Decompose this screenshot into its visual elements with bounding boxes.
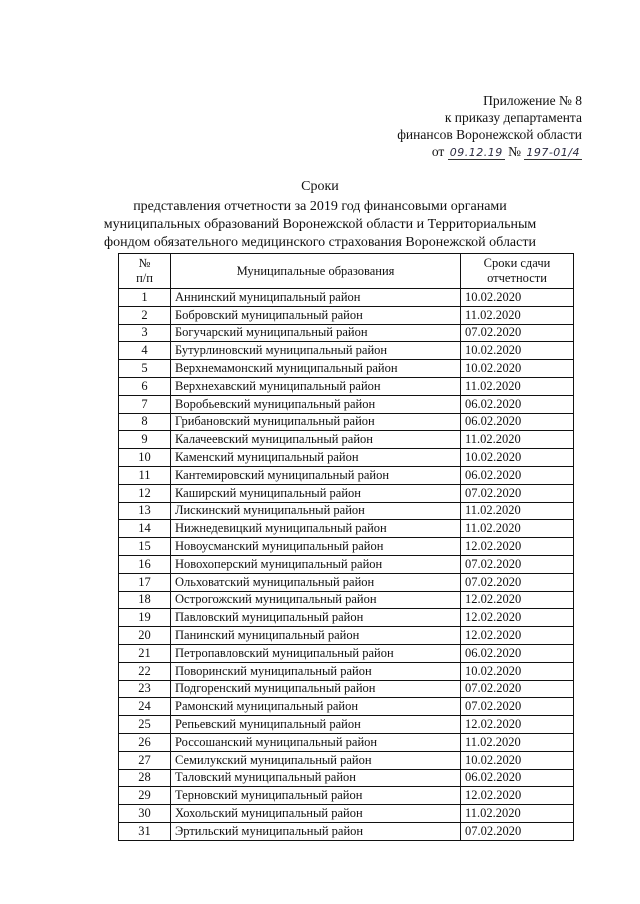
municipality-cell: Аннинский муниципальный район	[171, 289, 461, 307]
municipality-cell: Каширский муниципальный район	[171, 484, 461, 502]
title-line-2: муниципальных образований Воронежской области и Территориальным	[103, 217, 537, 232]
deadline-cell: 10.02.2020	[461, 289, 574, 307]
row-number-cell: 25	[119, 716, 171, 734]
municipality-cell: Калачеевский муниципальный район	[171, 431, 461, 449]
municipality-cell: Новоусманский муниципальный район	[171, 538, 461, 556]
deadline-cell: 06.02.2020	[461, 466, 574, 484]
deadline-cell: 07.02.2020	[461, 555, 574, 573]
table-row	[119, 324, 574, 342]
row-number-cell: 14	[119, 520, 171, 538]
deadline-cell: 06.02.2020	[461, 413, 574, 431]
municipality-cell: Россошанский муниципальный район	[171, 733, 461, 751]
row-number-cell: 10	[119, 449, 171, 467]
municipality-cell: Бобровский муниципальный район	[171, 306, 461, 324]
deadline-cell: 06.02.2020	[461, 769, 574, 787]
row-number-cell: 23	[119, 680, 171, 698]
deadline-cell: 07.02.2020	[461, 822, 574, 840]
deadlines-table	[118, 253, 574, 841]
handwritten-number: 197-01/4	[526, 146, 580, 159]
row-number-cell: 22	[119, 662, 171, 680]
municipality-cell: Грибановский муниципальный район	[171, 413, 461, 431]
deadline-cell: 11.02.2020	[461, 733, 574, 751]
deadline-cell: 10.02.2020	[461, 751, 574, 769]
table-row	[119, 306, 574, 324]
row-number-cell: 7	[119, 395, 171, 413]
deadline-cell: 12.02.2020	[461, 716, 574, 734]
municipality-cell: Эртильский муниципальный район	[171, 822, 461, 840]
table-row	[119, 502, 574, 520]
municipality-cell: Ольховатский муниципальный район	[171, 573, 461, 591]
table-row	[119, 555, 574, 573]
municipality-cell: Воробьевский муниципальный район	[171, 395, 461, 413]
table-row	[119, 680, 574, 698]
number-prefix: №	[508, 144, 521, 159]
row-number-cell: 5	[119, 360, 171, 378]
header-number-line-2: п/п	[136, 271, 153, 285]
row-number-cell: 1	[119, 289, 171, 307]
row-number-cell: 21	[119, 644, 171, 662]
deadline-cell: 12.02.2020	[461, 609, 574, 627]
table-row	[119, 627, 574, 645]
header-deadline-line-1: Сроки сдачи	[483, 256, 551, 270]
header-number	[119, 254, 171, 289]
appendix-block	[322, 92, 582, 161]
deadline-cell: 07.02.2020	[461, 484, 574, 502]
row-number-cell: 3	[119, 324, 171, 342]
row-number-cell: 30	[119, 805, 171, 823]
deadline-cell: 10.02.2020	[461, 662, 574, 680]
table-row	[119, 431, 574, 449]
table-row	[119, 573, 574, 591]
row-number-cell: 4	[119, 342, 171, 360]
row-number-cell: 17	[119, 573, 171, 591]
appendix-line-1: Приложение № 8	[483, 93, 582, 108]
table-row	[119, 289, 574, 307]
title-heading: Сроки	[301, 179, 339, 194]
table-row	[119, 787, 574, 805]
row-number-cell: 6	[119, 377, 171, 395]
table-row	[119, 822, 574, 840]
table-row	[119, 769, 574, 787]
row-number-cell: 8	[119, 413, 171, 431]
municipality-cell: Бутурлиновский муниципальный район	[171, 342, 461, 360]
municipality-cell: Семилукский муниципальный район	[171, 751, 461, 769]
appendix-line-3: финансов Воронежской области	[397, 127, 582, 142]
municipality-cell: Репьевский муниципальный район	[171, 716, 461, 734]
deadline-cell: 07.02.2020	[461, 698, 574, 716]
row-number-cell: 18	[119, 591, 171, 609]
municipality-cell: Каменский муниципальный район	[171, 449, 461, 467]
table-row	[119, 395, 574, 413]
table-row	[119, 484, 574, 502]
table-row	[119, 805, 574, 823]
municipality-cell: Павловский муниципальный район	[171, 609, 461, 627]
table-row	[119, 591, 574, 609]
municipality-cell: Новохоперский муниципальный район	[171, 555, 461, 573]
row-number-cell: 20	[119, 627, 171, 645]
header-municipality: Муниципальные образования	[171, 254, 461, 289]
table-row	[119, 733, 574, 751]
table-row	[119, 716, 574, 734]
document-title	[0, 178, 640, 252]
row-number-cell: 19	[119, 609, 171, 627]
row-number-cell: 12	[119, 484, 171, 502]
deadline-cell: 06.02.2020	[461, 644, 574, 662]
deadline-cell: 10.02.2020	[461, 360, 574, 378]
deadline-cell: 11.02.2020	[461, 805, 574, 823]
table-row	[119, 751, 574, 769]
title-line-1: представления отчетности за 2019 год финансовыми органами	[133, 199, 507, 214]
municipality-cell: Петропавловский муниципальный район	[171, 644, 461, 662]
table-row	[119, 342, 574, 360]
deadline-cell: 07.02.2020	[461, 680, 574, 698]
deadline-cell: 12.02.2020	[461, 591, 574, 609]
row-number-cell: 28	[119, 769, 171, 787]
municipality-cell: Терновский муниципальный район	[171, 787, 461, 805]
deadline-cell: 12.02.2020	[461, 627, 574, 645]
deadline-cell: 11.02.2020	[461, 306, 574, 324]
municipality-cell: Рамонский муниципальный район	[171, 698, 461, 716]
appendix-date-line	[322, 143, 582, 161]
municipality-cell: Верхнемамонский муниципальный район	[171, 360, 461, 378]
table-row	[119, 520, 574, 538]
table-row	[119, 644, 574, 662]
row-number-cell: 2	[119, 306, 171, 324]
table-row	[119, 413, 574, 431]
deadline-cell: 11.02.2020	[461, 520, 574, 538]
table-body	[119, 289, 574, 841]
row-number-cell: 31	[119, 822, 171, 840]
municipality-cell: Лискинский муниципальный район	[171, 502, 461, 520]
handwritten-date: 09.12.19	[449, 146, 503, 159]
deadline-cell: 10.02.2020	[461, 449, 574, 467]
date-prefix: от	[431, 144, 445, 159]
row-number-cell: 26	[119, 733, 171, 751]
deadline-cell: 06.02.2020	[461, 395, 574, 413]
table-row	[119, 662, 574, 680]
deadline-cell: 07.02.2020	[461, 573, 574, 591]
deadline-cell: 11.02.2020	[461, 502, 574, 520]
deadline-cell: 07.02.2020	[461, 324, 574, 342]
header-deadline-line-2: отчетности	[487, 271, 547, 285]
municipality-cell: Богучарский муниципальный район	[171, 324, 461, 342]
appendix-line-2: к приказу департамента	[444, 110, 582, 125]
municipality-cell: Кантемировский муниципальный район	[171, 466, 461, 484]
deadline-cell: 12.02.2020	[461, 787, 574, 805]
table-row	[119, 538, 574, 556]
row-number-cell: 16	[119, 555, 171, 573]
municipality-cell: Поворинский муниципальный район	[171, 662, 461, 680]
municipality-cell: Панинский муниципальный район	[171, 627, 461, 645]
table-header-row	[119, 254, 574, 289]
row-number-cell: 15	[119, 538, 171, 556]
row-number-cell: 9	[119, 431, 171, 449]
header-deadline	[461, 254, 574, 289]
table-row	[119, 360, 574, 378]
header-number-line-1: №	[138, 256, 151, 270]
row-number-cell: 29	[119, 787, 171, 805]
deadline-cell: 10.02.2020	[461, 342, 574, 360]
table-row	[119, 466, 574, 484]
municipality-cell: Хохольский муниципальный район	[171, 805, 461, 823]
table-row	[119, 377, 574, 395]
deadline-cell: 11.02.2020	[461, 431, 574, 449]
municipality-cell: Верхнехавский муниципальный район	[171, 377, 461, 395]
municipality-cell: Таловский муниципальный район	[171, 769, 461, 787]
municipality-cell: Нижнедевицкий муниципальный район	[171, 520, 461, 538]
deadline-cell: 12.02.2020	[461, 538, 574, 556]
deadline-cell: 11.02.2020	[461, 377, 574, 395]
municipality-cell: Подгоренский муниципальный район	[171, 680, 461, 698]
row-number-cell: 24	[119, 698, 171, 716]
municipality-cell: Острогожский муниципальный район	[171, 591, 461, 609]
row-number-cell: 27	[119, 751, 171, 769]
row-number-cell: 11	[119, 466, 171, 484]
title-line-3: фондом обязательного медицинского страхования Воронежской области	[104, 235, 536, 250]
table-row	[119, 609, 574, 627]
row-number-cell: 13	[119, 502, 171, 520]
table-row	[119, 698, 574, 716]
table-row	[119, 449, 574, 467]
